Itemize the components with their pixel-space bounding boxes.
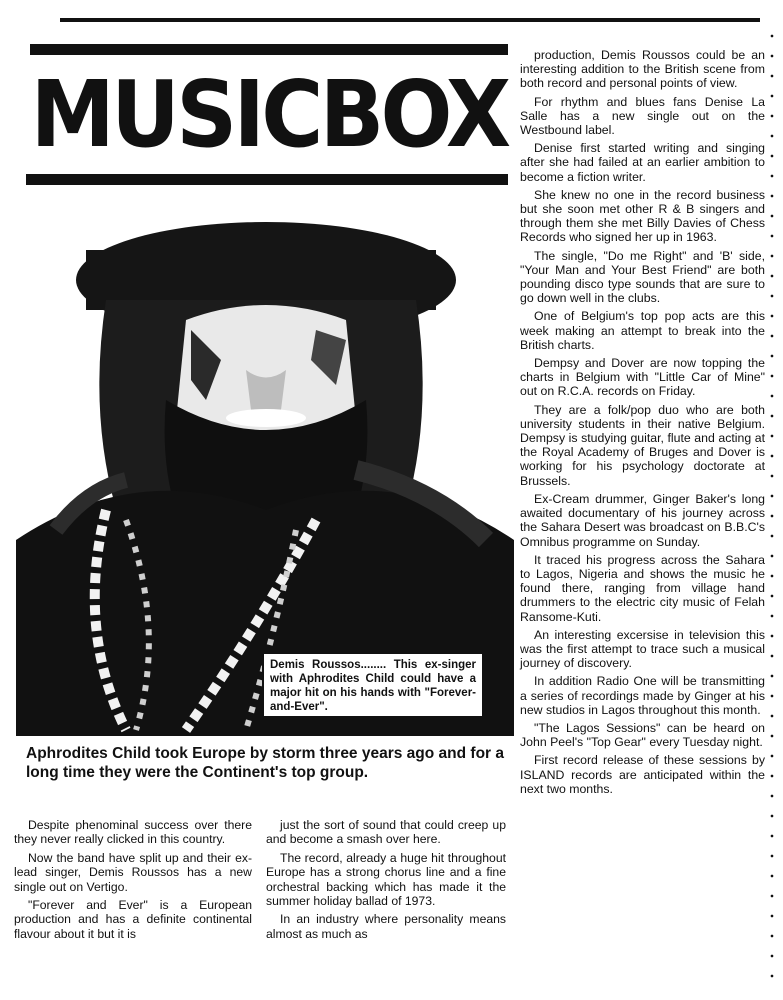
paragraph: Ex-Cream drummer, Ginger Baker's long awaited documentary of his journey across the Sahara Desert was broadcast on B.B.C's Omnibus programme on Sunday. (520, 491, 765, 549)
paragraph: Dempsy and Dover are now topping the charts in Belgium with "Little Car of Mine" out on R.C.A. records on Friday. (520, 356, 765, 399)
paragraph: production, Demis Roussos could be an interesting addition to the British scene from both record and personal points of view. (520, 48, 765, 91)
paragraph: She knew no one in the record business but she soon met other R & B singers and through them she met Billy Davies of Chess Records who signed her up in 1963. (520, 187, 765, 245)
top-rule (60, 18, 760, 22)
column-2 (266, 818, 506, 945)
column-3 (520, 48, 765, 800)
column-dot-rule (770, 26, 774, 986)
paragraph: For rhythm and blues fans Denise La Salle has a new single out on the Westbound label. (520, 94, 765, 138)
masthead-bottom-rule (26, 174, 508, 185)
paragraph: They are a folk/pop duo who are both university students in their native Belgium. Dempsy is studying guitar, flute and acting at the Royal Academy of Bruges and Dover is working for his psychology doctorate at Brussels. (520, 402, 765, 488)
masthead-title: MUSICBOX (30, 60, 508, 168)
masthead-top-rule (30, 44, 508, 55)
paragraph: "Forever and Ever" is a European production and has a definite continental flavour about it but it is (14, 898, 252, 941)
paragraph: In addition Radio One will be transmitting a series of recordings made by Ginger at his new studios in Lagos throughout this month. (520, 674, 765, 717)
paragraph: The single, "Do me Right" and 'B' side, "Your Man and Your Best Friend" are both pounding disco type sounds that are sure to go down well in the clubs. (520, 248, 765, 306)
paragraph: Now the band have split up and their ex-lead singer, Demis Roussos has a new single out on Vertigo. (14, 850, 252, 894)
paragraph: An interesting excersise in television this was the first attempt to trace such a musical journey of discovery. (520, 627, 765, 671)
paragraph: Denise first started writing and singing after she had failed at an earlier ambition to become a fiction writer. (520, 141, 765, 184)
photo-caption: Demis Roussos........ This ex-singer with Aphrodites Child could have a major hit on his hands with "Forever-and-Ever". (262, 652, 484, 718)
paragraph: One of Belgium's top pop acts are this week making an attempt to break into the British charts. (520, 309, 765, 352)
paragraph: The record, already a huge hit throughout Europe has a strong chorus line and a fine orchestral backing which has made it the summer holiday ballad of 1973. (266, 850, 506, 909)
paragraph: First record release of these sessions by ISLAND records are anticipated within the next two months. (520, 753, 765, 796)
column-1 (14, 818, 252, 945)
paragraph: just the sort of sound that could creep up and become a smash over here. (266, 818, 506, 847)
paragraph: It traced his progress across the Sahara to Lagos, Nigeria and shows the music he found there, ranging from village hand drummers to the electric city music of Felah Ransome-Kuti. (520, 552, 765, 624)
paragraph: "The Lagos Sessions" can be heard on John Peel's "Top Gear" every Tuesday night. (520, 720, 765, 750)
paragraph: Despite phenominal success over there they never really clicked in this country. (14, 818, 252, 847)
paragraph: In an industry where personality means almost as much as (266, 912, 506, 941)
article-deck: Aphrodites Child took Europe by storm three years ago and for a long time they were the Continent's top group. (26, 745, 504, 781)
